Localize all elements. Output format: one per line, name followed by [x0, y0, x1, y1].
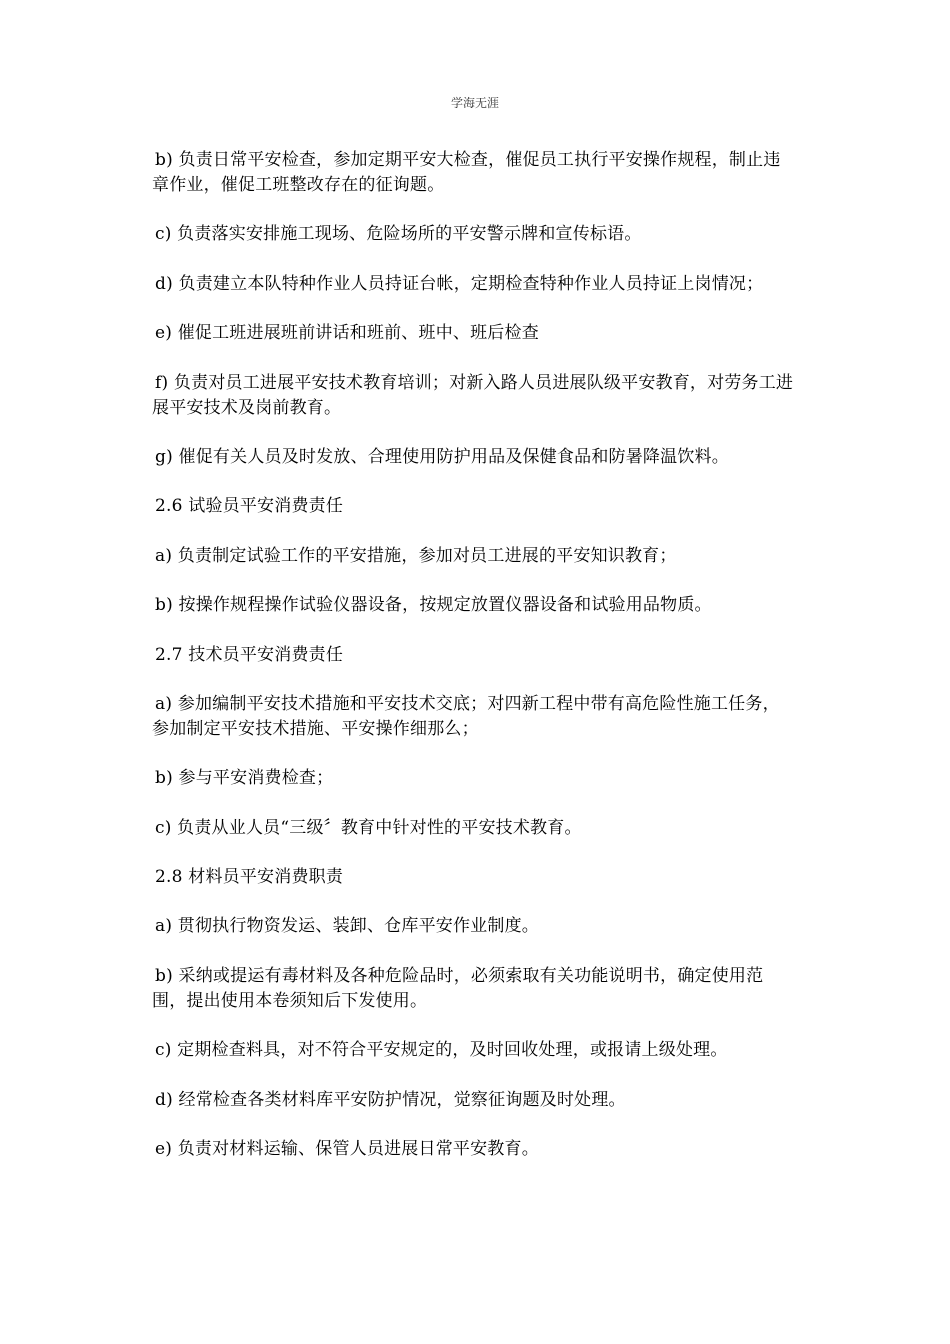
paragraph: b) 按操作规程操作试验仪器设备，按规定放置仪器设备和试验用品物质。: [155, 595, 712, 616]
paragraph: b) 负责日常平安检查，参加定期平安大检查，催促员工执行平安操作规程，制止违章作业，催促工班整改存在的征询题。: [152, 150, 781, 195]
paragraph: d) 经常检查各类材料库平安防护情况，觉察征询题及时处理。: [155, 1089, 626, 1110]
paragraph: a) 负责制定试验工作的平安措施，参加对员工进展的平安知识教育；: [155, 545, 677, 566]
paragraph: b) 参与平安消费检查；: [155, 768, 334, 789]
paragraph: e) 负责对材料运输、保管人员进展日常平安教育。: [155, 1139, 539, 1160]
paragraph: d) 负责建立本队特种作业人员持证台帐，定期检查特种作业人员持证上岗情况；: [155, 273, 764, 294]
paragraph: f) 负责对员工进展平安技术教育培训；对新入路人员进展队级平安教育，对劳务工进展平安技术及岗前教育。: [152, 372, 794, 418]
section-heading: 2.7 技术员平安消费责任: [155, 644, 344, 665]
paragraph: e) 催促工班进展班前讲话和班前、班中、班后检查: [155, 323, 539, 344]
paragraph: b) 采纳或提运有毒材料及各种危险品时，必须索取有关功能说明书，确定使用范围，提出使用本卷须知后下发使用。: [152, 965, 764, 1011]
paragraph: c) 负责从业人员“三级〞教育中针对性的平安技术教育。: [155, 817, 582, 838]
section-heading: 2.6 试验员平安消费责任: [155, 496, 344, 517]
page-header: 学海无涯: [450, 96, 499, 110]
section-heading: 2.8 材料员平安消费职责: [155, 867, 344, 888]
paragraph: a) 贯彻执行物资发运、装卸、仓库平安作业制度。: [155, 916, 539, 937]
paragraph: c) 负责落实安排施工现场、危险场所的平安警示牌和宣传标语。: [155, 224, 642, 245]
document-body: [152, 148, 794, 1186]
paragraph: c) 定期检查料具，对不符合平安规定的，及时回收处理，或报请上级处理。: [155, 1040, 728, 1061]
paragraph: g) 催促有关人员及时发放、合理使用防护用品及保健食品和防暑降温饮料。: [155, 446, 729, 467]
paragraph: a) 参加编制平安技术措施和平安技术交底；对四新工程中带有高危险性施工任务，参加制定平安技术措施、平安操作细那么；: [152, 693, 780, 739]
